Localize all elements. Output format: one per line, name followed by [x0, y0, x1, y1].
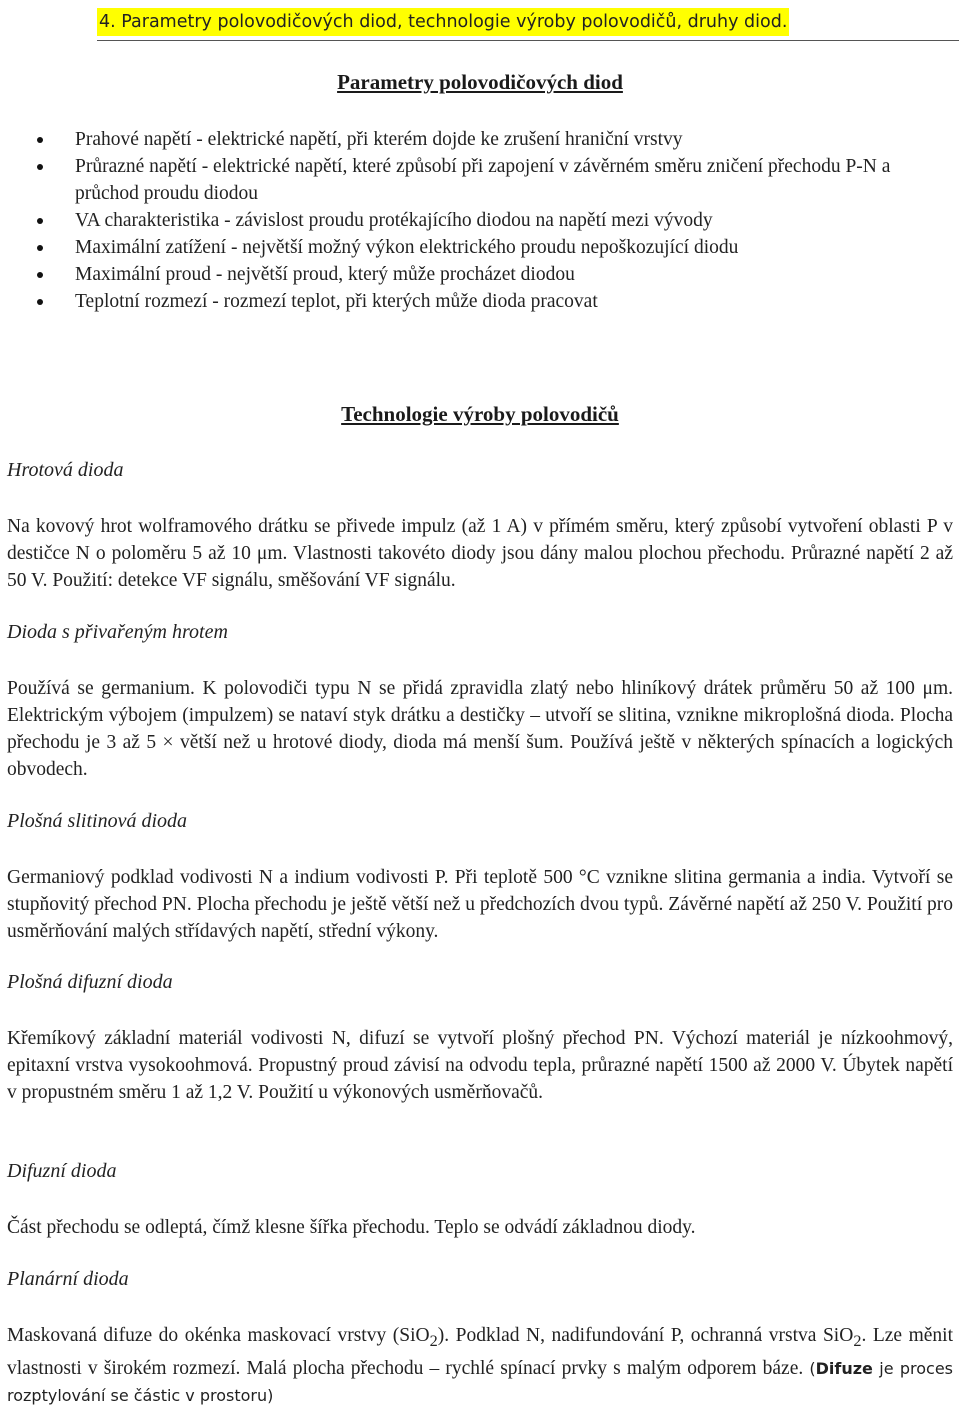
document-header-title: 4. Parametry polovodičových diod, technologie výroby polovodičů, druhy diod. — [97, 8, 789, 36]
technology-heading: Technologie výroby polovodičů — [341, 402, 619, 426]
parameters-heading: Parametry polovodičových diod — [337, 70, 623, 94]
section-text-hrotova: Na kovový hrot wolframového drátku se přivede impulz (až 1 A) v přímém směru, který způsobí vytvoření oblasti P v destičce N o poloměru 5 až 10 μm. Vlastnosti takovéto diody jsou dány malou plochou přechodu. Průrazné napětí 2 až 50 V. Použití: detekce VF signálu, směšování VF signálu. — [7, 516, 953, 591]
section-text-planarni: Maskovaná difuze do okénka maskovací vrstvy (SiO$_2$). Podklad N, nadifundování P, ochranná vrstva SiO$_2$. Lze měnit vlastnosti v širokém rozmezí. Malá plocha přechodu – rychlé spínací prvky s malým odporem báze. (Difuze je proces rozptylování se částic v prostoru) — [7, 1325, 954, 1405]
section-title-privareny-hrot: Dioda s přivařeným hrotem — [7, 621, 228, 643]
list-item: Maximální zatížení - největší možný výkon elektrického proudu nepoškozující diodu — [0, 234, 960, 261]
section-title-planarni: Planární dioda — [7, 1268, 129, 1290]
section-text-privareny-hrot: Používá se germanium. K polovodiči typu N se přidá zpravidla zlatý nebo hliníkový drátek průměru 50 až 100 μm. Elektrickým výbojem (impulzem) se nataví styk drátku a destičky – utvoří se slitina, vznikne mikroplošná dioda. Plocha přechodu je 3 až 5 × větší než u hrotové diody, dioda má menší šum. Používá ještě v některých spínacích a logických obvodech. — [7, 678, 953, 780]
header-divider — [97, 40, 959, 41]
section-text-difuzni: Část přechodu se odleptá, čímž klesne šířka přechodu. Teplo se odvádí základnou diody. — [7, 1217, 696, 1238]
section-title-difuzni-plosna: Plošná difuzní dioda — [7, 971, 173, 993]
list-item: VA charakteristika - závislost proudu protékajícího diodou na napětí mezi vývody — [0, 207, 960, 234]
parameters-list — [0, 126, 960, 315]
section-title-hrotova: Hrotová dioda — [7, 459, 124, 481]
list-item: Maximální proud - největší proud, který může procházet diodou — [0, 261, 960, 288]
section-title-slitinova: Plošná slitinová dioda — [7, 810, 187, 832]
list-item: Teplotní rozmezí - rozmezí teplot, při kterých může dioda pracovat — [0, 288, 960, 315]
diffusion-note: (Difuze je proces rozptylování se částic v prostoru) — [7, 1358, 954, 1405]
section-text-difuzni-plosna: Křemíkový základní materiál vodivosti N, difuzí se vytvoří plošný přechod PN. Výchozí materiál je nízkoohmový, epitaxní vrstva vysokoohmová. Propustný proud závisí na odvodu tepla, průrazné napětí 1500 až 2000 V. Úbytek napětí v propustném směru 1 až 1,2 V. Použití u výkonových usměrňovačů. — [7, 1028, 953, 1103]
section-title-difuzni: Difuzní dioda — [7, 1160, 117, 1182]
list-item: Prahové napětí - elektrické napětí, při kterém dojde ke zrušení hraniční vrstvy — [0, 126, 960, 153]
section-text-slitinova: Germaniový podklad vodivosti N a indium vodivosti P. Při teplotě 500 °C vznikne slitina germania a india. Vytvoří se stupňovitý přechod PN. Plocha přechodu je ještě větší než u předchozích dvou typů. Závěrné napětí až 250 V. Použití pro usměrňování malých střídavých napětí, střední výkony. — [7, 867, 953, 942]
list-item: Průrazné napětí - elektrické napětí, které způsobí při zapojení v závěrném směru zničení přechodu P-N a průchod proudu diodou — [0, 153, 960, 207]
